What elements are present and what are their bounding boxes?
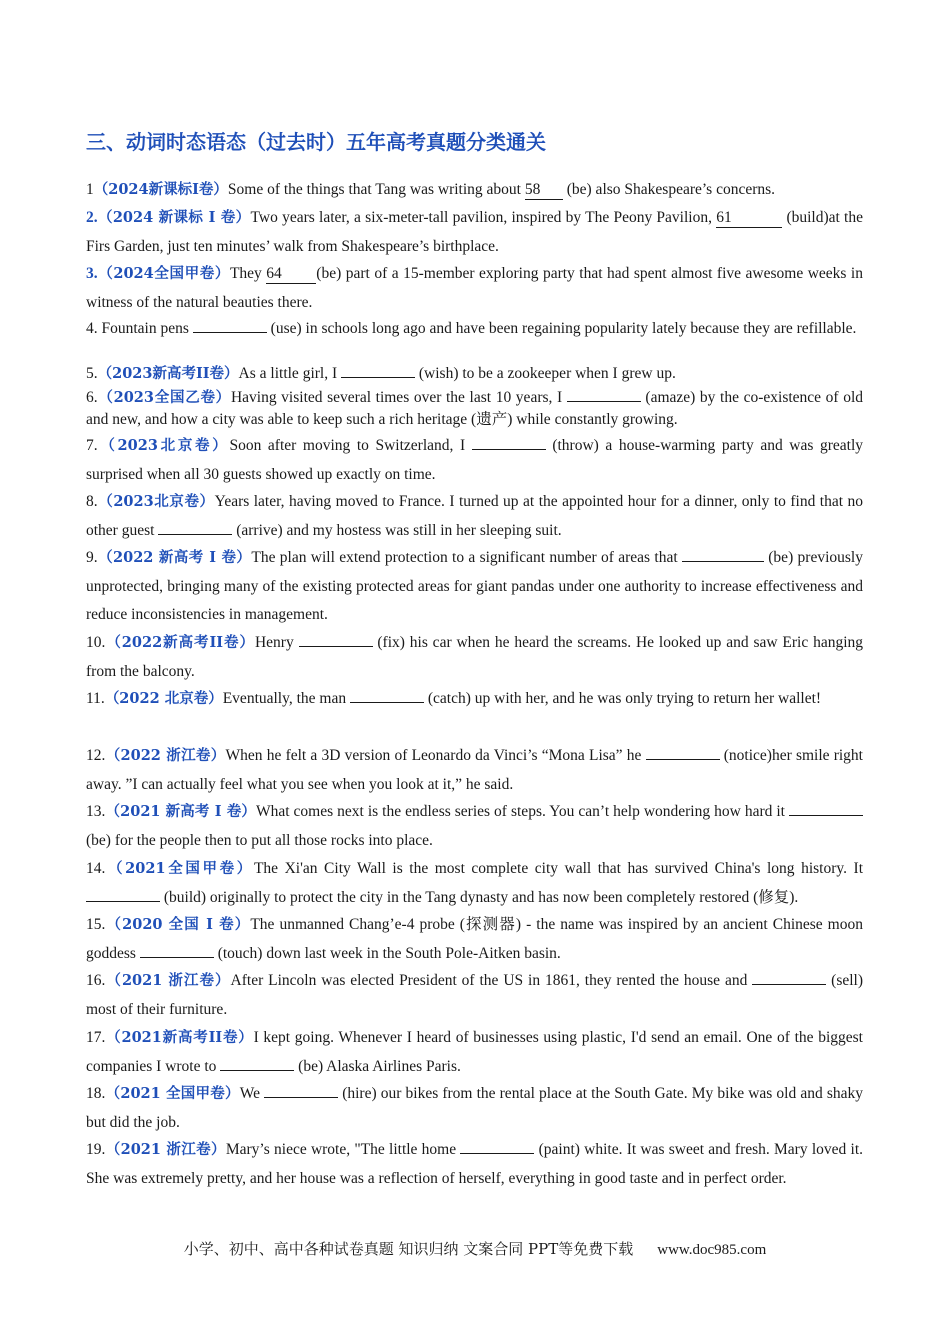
question-source: （2021新高考II卷）: [105, 1029, 254, 1046]
question-text-pre: Soon after moving to Switzerland, I: [229, 437, 472, 454]
answer-blank: [472, 435, 546, 450]
answer-blank: [341, 363, 415, 378]
question-1: [86, 176, 863, 205]
question-source: （2024全国甲卷）: [97, 265, 230, 282]
question-number: 8.: [86, 493, 98, 510]
question-number: 18.: [86, 1085, 106, 1102]
question-2: [86, 204, 863, 261]
question-number: 9.: [86, 549, 98, 566]
question-12: [86, 742, 863, 799]
question-text-pre: Having visited several times over the last 10 years, I: [230, 389, 567, 406]
question-text-post: (use) in schools long ago and have been regaining popularity lately because they are refillable.: [266, 320, 857, 337]
footer-link[interactable]: www.doc985.com: [657, 1242, 767, 1258]
question-source: （2021全国甲卷）: [105, 860, 254, 877]
question-source: （2023北京卷）: [97, 437, 230, 454]
question-text-post: (touch) down last week in the South Pole-Aitken basin.: [213, 944, 561, 962]
question-source: （2024 新课标 I 卷）: [97, 209, 251, 226]
question-text-pre: The Xi'an City Wall is the most complete city wall that has survived China's long history. It: [253, 860, 863, 877]
question-number: 13.: [86, 803, 106, 820]
question-18: [86, 1080, 863, 1137]
question-11: [86, 685, 863, 714]
question-6: [86, 387, 863, 431]
question-5: [86, 363, 863, 385]
answer-blank: [646, 745, 720, 760]
question-7: [86, 432, 863, 489]
question-source: （2021 浙江卷）: [105, 972, 231, 989]
question-text-post: (be) Alaska Airlines Paris.: [294, 1057, 461, 1075]
question-text-post: (wish) to be a zookeeper when I grew up.: [415, 365, 676, 382]
question-source: （2021 新高考 I 卷）: [105, 803, 256, 820]
question-text-post: (hire) our bikes from the rental place at the South Gate. My bike was old and shaky but did the job.: [86, 1085, 863, 1131]
question-number: 2.: [86, 209, 98, 226]
question-16: [86, 967, 863, 1024]
question-number: 11.: [86, 690, 105, 707]
question-15: [86, 911, 863, 968]
question-number: 5.: [86, 365, 98, 382]
question-text-pre: The unmanned Chang’e-4 probe (探测器) - the name was inspired by an ancient Chinese moon goddess: [86, 916, 863, 962]
page-title: 三、动词时态语态（过去时）五年高考真题分类通关: [86, 130, 546, 154]
question-text-post: (paint) white. It was sweet and fresh. Mary loved it. She was extremely pretty, and her house was a reflection of herself, everything in good taste and in perfect order.: [86, 1141, 864, 1187]
question-number: 7.: [86, 437, 98, 454]
answer-blank: [350, 688, 424, 703]
question-text-post: (notice)her smile right away. ”I can actually feel what you see when you look at it,” he said.: [86, 747, 863, 793]
question-19: [86, 1136, 863, 1193]
question-source: （2020 全国 I 卷）: [105, 916, 251, 933]
question-text-post: (build)at the Firs Garden, just ten minutes’ walk from Shakespeare’s birthplace.: [86, 209, 863, 255]
question-text-pre: When he felt a 3D version of Leonardo da Vinci’s “Mona Lisa” he: [225, 747, 646, 764]
question-number: 17.: [86, 1029, 106, 1046]
answer-blank: [140, 943, 214, 958]
question-source: （2022 北京卷）: [104, 690, 223, 707]
question-text-post: (build) originally to protect the city in the Tang dynasty and has now been completely restored (修复).: [160, 888, 799, 906]
answer-blank: [193, 318, 267, 333]
question-text-pre: Some of the things that Tang was writing about: [227, 181, 525, 198]
question-text-pre: The plan will extend protection to a significant number of areas that: [251, 549, 682, 566]
question-number: 12.: [86, 747, 106, 764]
question-text-pre: They: [229, 265, 267, 282]
answer-blank: [158, 520, 232, 535]
question-source: （2023全国乙卷）: [97, 389, 231, 406]
question-text-pre: What comes next is the endless series of steps. You can’t help wondering how hard it: [255, 803, 789, 820]
question-text-post: (catch) up with her, and he was only trying to return her wallet!: [423, 690, 822, 707]
question-text-post: (sell) most of their furniture.: [86, 972, 864, 1018]
question-source: （2022新高考II卷）: [105, 634, 255, 651]
question-number: 6.: [86, 389, 98, 406]
question-source: （2023新高考II卷）: [97, 365, 239, 382]
question-text-post: (be) part of a 15-member exploring party that had spent almost five awesome weeks in witness of the natural beauties there.: [86, 265, 863, 311]
page-footer: [0, 1238, 950, 1259]
question-text-pre: Eventually, the man: [222, 690, 350, 707]
answer-blank: 61: [716, 209, 782, 228]
question-number: 16.: [86, 972, 106, 989]
answer-blank: [752, 970, 826, 985]
question-number: 15.: [86, 916, 106, 933]
question-13: [86, 798, 863, 855]
answer-blank: [299, 632, 373, 647]
answer-blank: [567, 387, 641, 402]
question-text-pre: Fountain pens: [101, 320, 193, 337]
question-source: （2022 新高考 I 卷）: [97, 549, 252, 566]
question-text-post: (amaze) by the co-existence of old and new, and how a city was able to keep such a rich heritage (遗产) while constantly growing.: [86, 389, 864, 428]
question-source: （2023北京卷）: [97, 493, 215, 510]
question-17: [86, 1024, 863, 1081]
question-10: [86, 629, 863, 686]
question-3: [86, 260, 863, 317]
answer-blank: [264, 1083, 338, 1098]
answer-blank: [220, 1056, 294, 1071]
question-source: （2024新课标I卷）: [93, 181, 228, 198]
question-number: 10.: [86, 634, 106, 651]
question-8: [86, 488, 863, 545]
answer-blank: [789, 801, 863, 816]
question-14: [86, 855, 863, 912]
question-text-pre: After Lincoln was elected President of the US in 1861, they rented the house and: [230, 972, 753, 989]
question-text-post: (fix) his car when he heard the screams. He looked up and saw Eric hanging from the balcony.: [86, 634, 864, 680]
question-number: 3.: [86, 265, 98, 282]
question-text-pre: I kept going. Whenever I heard of businesses using plastic, I'd send an email. One of the biggest companies I wrote to: [86, 1029, 863, 1075]
question-text-post: (arrive) and my hostess was still in her sleeping suit.: [232, 521, 562, 539]
question-text-pre: Henry: [254, 634, 299, 651]
question-text-pre: Years later, having moved to France. I turned up at the appointed hour for a dinner, only to find that no other guest: [86, 493, 864, 539]
question-source: （2022 浙江卷）: [105, 747, 226, 764]
question-text-pre: Two years later, a six-meter-tall pavilion, inspired by The Peony Pavilion,: [250, 209, 717, 226]
question-source: （2021 全国甲卷）: [105, 1085, 240, 1102]
question-4: [86, 318, 863, 340]
question-source: （2021 浙江卷）: [105, 1141, 226, 1158]
question-text-pre: We: [239, 1085, 265, 1102]
answer-blank: [682, 547, 764, 562]
question-text-post: (be) previously unprotected, bringing many of the existing protected areas for giant pandas under one authority to increase effectiveness and reduce inconsistencies in management.: [86, 549, 863, 623]
footer-text: 小学、初中、高中各种试卷真题 知识归纳 文案合同 PPT等免费下载: [183, 1240, 634, 1258]
question-text-post: (throw) a house-warming party and was greatly surprised when all 30 guests showed up exactly on time.: [86, 437, 864, 483]
question-text-pre: Mary’s niece wrote, "The little home: [225, 1141, 461, 1158]
answer-blank: 64: [266, 265, 316, 284]
question-number: 19.: [86, 1141, 106, 1158]
answer-blank: [86, 887, 160, 902]
answer-blank: 58: [525, 181, 563, 200]
question-text-post: (be) also Shakespeare’s concerns.: [562, 181, 776, 198]
question-number: 1: [86, 181, 94, 198]
question-text-pre: As a little girl, I: [238, 365, 341, 382]
question-number: 4.: [86, 320, 98, 337]
question-text-post: (be) for the people then to put all those rocks into place.: [86, 831, 433, 849]
question-number: 14.: [86, 860, 106, 877]
answer-blank: [460, 1139, 534, 1154]
question-9: [86, 544, 863, 630]
